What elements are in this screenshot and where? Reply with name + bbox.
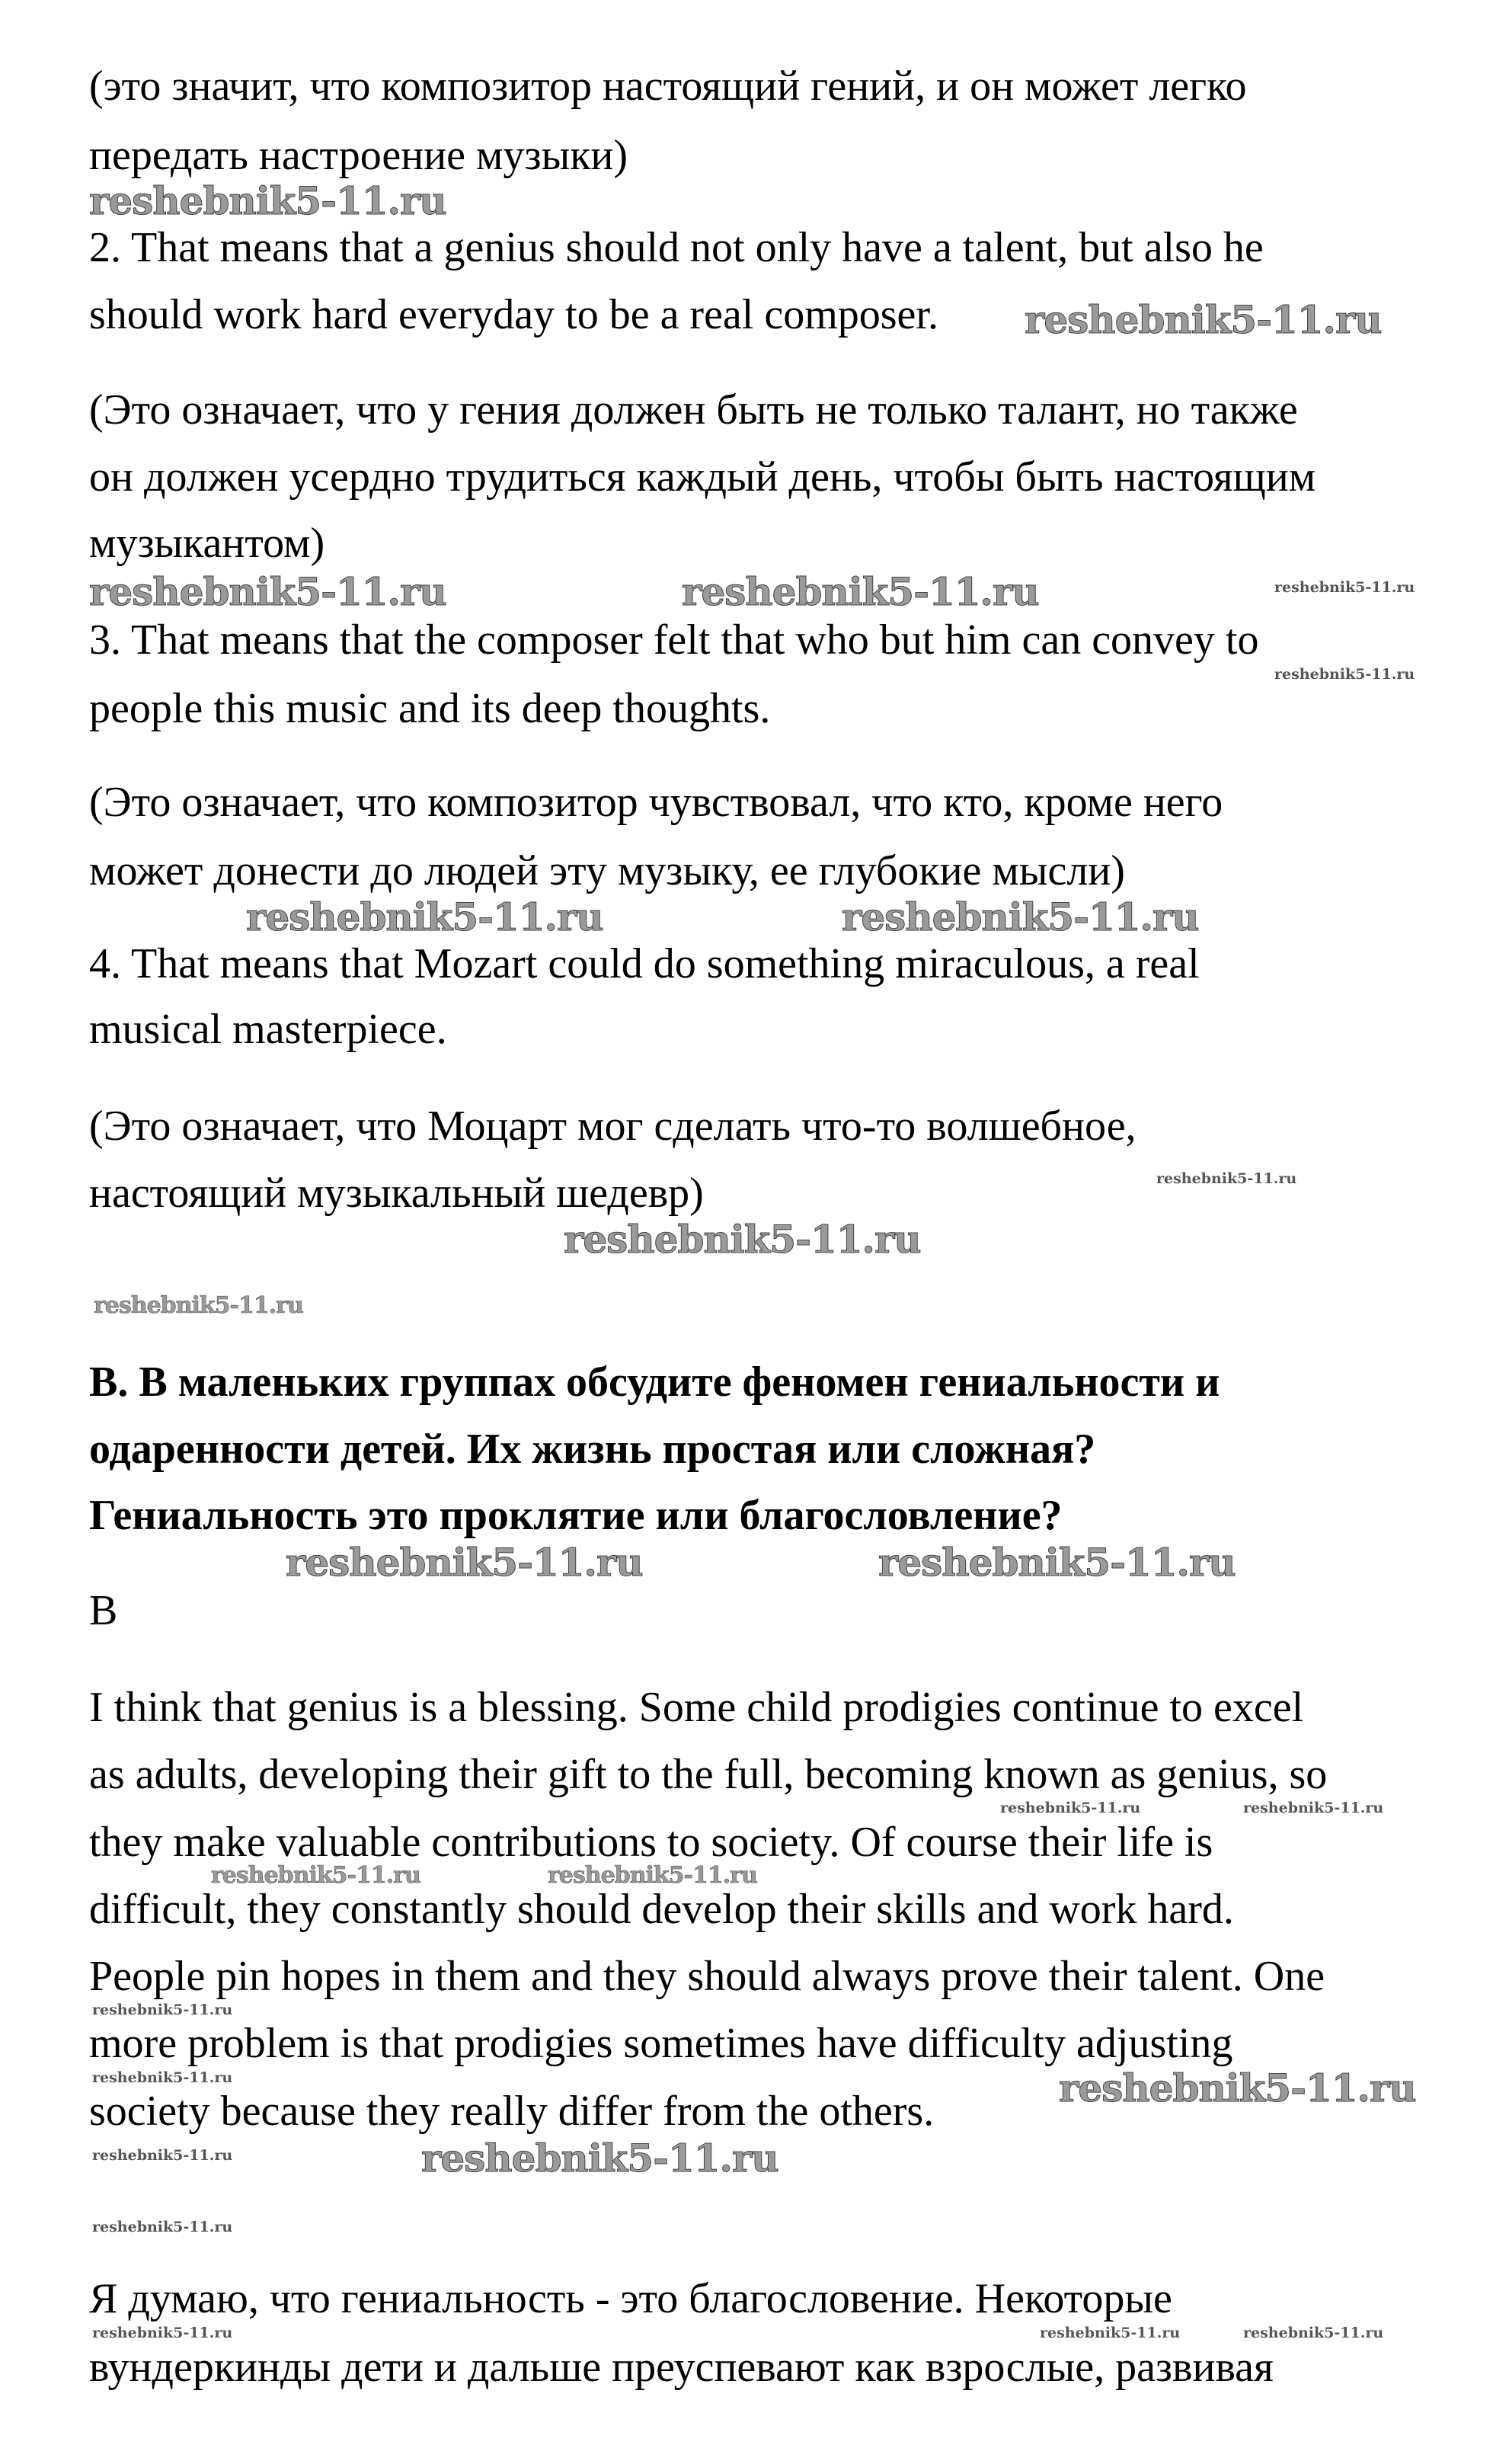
text-line: people this music and its deep thoughts. — [89, 685, 771, 732]
text-line: I think that genius is a blessing. Some child prodigies continue to excel — [89, 1684, 1304, 1731]
text-line: 2. That means that a genius should not only have a talent, but also he — [89, 224, 1264, 271]
watermark: reshebnik5-11.ru — [878, 1540, 1236, 1585]
text-line: (Это означает, что Моцарт мог сделать что-то волшебное, — [89, 1102, 1137, 1150]
text-line: 4. That means that Mozart could do something miraculous, a real — [89, 940, 1200, 987]
watermark: reshebnik5-11.ru — [1243, 2325, 1384, 2341]
task-heading-line: B. В маленьких группах обсудите феномен гениальности и — [89, 1358, 1220, 1406]
text-line: society because they really differ from the others. — [89, 2088, 935, 2135]
text-line: музыкантом) — [89, 520, 325, 567]
text-line: передать настроение музыки) — [89, 132, 628, 179]
watermark: reshebnik5-11.ru — [564, 1217, 921, 1262]
watermark: reshebnik5-11.ru — [92, 2002, 233, 2018]
text-line: вундеркинды дети и дальше преуспевают как взрослые, развивая — [89, 2344, 1274, 2391]
text-line: (Это означает, что композитор чувствовал, что кто, кроме него — [89, 779, 1223, 826]
watermark: reshebnik5-11.ru — [1040, 2325, 1181, 2341]
watermark: reshebnik5-11.ru — [92, 2147, 233, 2164]
watermark: reshebnik5-11.ru — [89, 178, 446, 223]
watermark: reshebnik5-11.ru — [1274, 666, 1415, 683]
section-label: B — [89, 1587, 118, 1634]
watermark: reshebnik5-11.ru — [246, 894, 603, 939]
text-line: настоящий музыкальный шедевр) — [89, 1170, 704, 1217]
watermark: reshebnik5-11.ru — [1059, 2066, 1416, 2110]
text-line: может донести до людей эту музыку, ее глубокие мысли) — [89, 847, 1125, 894]
text-line: Я думаю, что гениальность - это благословение. Некоторые — [89, 2275, 1172, 2322]
text-line: People pin hopes in them and they should always prove their talent. One — [89, 1953, 1325, 2000]
watermark: reshebnik5-11.ru — [1243, 1800, 1384, 1816]
watermark: reshebnik5-11.ru — [682, 569, 1039, 614]
text-line: more problem is that prodigies sometimes have difficulty adjusting — [89, 2020, 1233, 2067]
text-line: musical masterpiece. — [89, 1006, 447, 1053]
watermark: reshebnik5-11.ru — [1000, 1800, 1141, 1816]
watermark: reshebnik5-11.ru — [92, 2325, 233, 2341]
task-heading-line: Гениальность это проклятие или благословление? — [89, 1492, 1063, 1539]
text-line: (это значит, что композитор настоящий гений, и он может легко — [89, 62, 1247, 110]
watermark: reshebnik5-11.ru — [92, 2219, 233, 2235]
text-line: should work hard everyday to be a real composer. — [89, 291, 938, 338]
watermark: reshebnik5-11.ru — [92, 2069, 233, 2086]
task-heading-line: одаренности детей. Их жизнь простая или сложная? — [89, 1426, 1096, 1473]
watermark: reshebnik5-11.ru — [421, 2136, 778, 2181]
watermark: reshebnik5-11.ru — [1274, 579, 1415, 596]
watermark: reshebnik5-11.ru — [842, 894, 1199, 939]
text-line: он должен усердно трудиться каждый день, чтобы быть настоящим — [89, 453, 1316, 501]
watermark: reshebnik5-11.ru — [89, 569, 446, 614]
watermark: reshebnik5-11.ru — [1156, 1170, 1297, 1187]
watermark: reshebnik5-11.ru — [286, 1540, 643, 1585]
text-line: 3. That means that the composer felt that who but him can convey to — [89, 616, 1259, 664]
watermark: reshebnik5-11.ru — [94, 1292, 303, 1319]
watermark: reshebnik5-11.ru — [211, 1862, 420, 1889]
text-line: difficult, they constantly should develop their skills and work hard. — [89, 1886, 1234, 1933]
watermark: reshebnik5-11.ru — [548, 1862, 757, 1889]
text-line: as adults, developing their gift to the full, becoming known as genius, so — [89, 1751, 1328, 1798]
text-line: they make valuable contributions to society. Of course their life is — [89, 1819, 1213, 1866]
watermark: reshebnik5-11.ru — [1025, 297, 1382, 342]
text-line: (Это означает, что у гения должен быть не только талант, но также — [89, 386, 1298, 434]
